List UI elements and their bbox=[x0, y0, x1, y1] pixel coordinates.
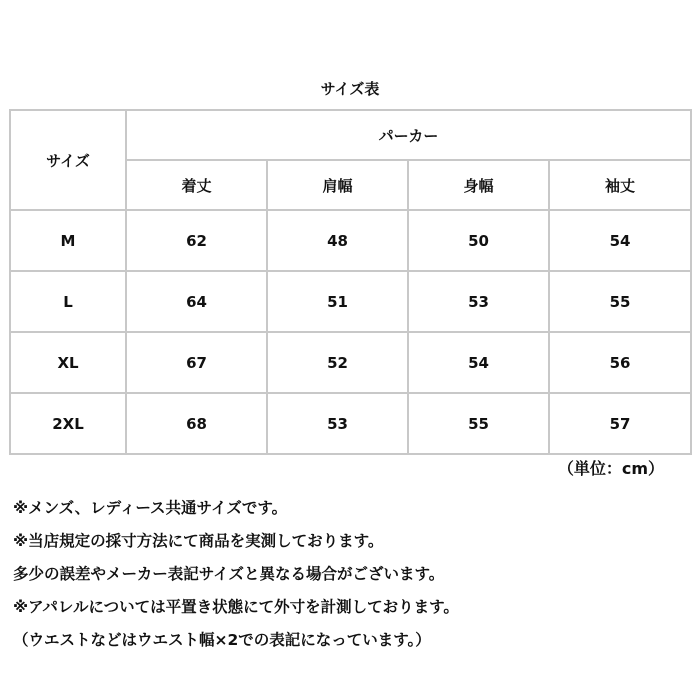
table-cell: 54 bbox=[549, 210, 691, 271]
size-label: L bbox=[10, 271, 126, 332]
table-row bbox=[10, 210, 691, 271]
table-cell: 68 bbox=[126, 393, 267, 454]
note-line: ※当店規定の採寸方法にて商品を実測しております。 bbox=[13, 532, 384, 550]
size-chart-title: サイズ表 bbox=[320, 80, 380, 98]
table-cell: 57 bbox=[549, 393, 691, 454]
size-column-header: サイズ bbox=[10, 110, 126, 210]
size-label: XL bbox=[10, 332, 126, 393]
table-cell: 54 bbox=[408, 332, 549, 393]
table-cell: 52 bbox=[267, 332, 408, 393]
column-header-width: 身幅 bbox=[408, 160, 549, 210]
table-row bbox=[10, 393, 691, 454]
size-label: M bbox=[10, 210, 126, 271]
note-line: ※アパレルについては平置き状態にて外寸を計測しております。 bbox=[13, 598, 459, 616]
table-cell: 53 bbox=[267, 393, 408, 454]
table-cell: 62 bbox=[126, 210, 267, 271]
table-cell: 51 bbox=[267, 271, 408, 332]
table-cell: 64 bbox=[126, 271, 267, 332]
note-line: 多少の誤差やメーカー表記サイズと異なる場合がございます。 bbox=[13, 565, 445, 583]
table-row bbox=[10, 332, 691, 393]
column-header-length: 着丈 bbox=[126, 160, 267, 210]
table-cell: 56 bbox=[549, 332, 691, 393]
hoodie-group-header: パーカー bbox=[126, 110, 691, 160]
table-row bbox=[10, 271, 691, 332]
note-line: ※メンズ、レディース共通サイズです。 bbox=[13, 499, 288, 517]
note-line: （ウエストなどはウエスト幅×2での表記になっています。） bbox=[13, 631, 431, 649]
table-cell: 48 bbox=[267, 210, 408, 271]
table-cell: 50 bbox=[408, 210, 549, 271]
table-cell: 55 bbox=[549, 271, 691, 332]
column-header-shoulder: 肩幅 bbox=[267, 160, 408, 210]
notes-list bbox=[13, 492, 693, 657]
size-label: 2XL bbox=[10, 393, 126, 454]
table-cell: 67 bbox=[126, 332, 267, 393]
size-table bbox=[9, 109, 692, 455]
table-cell: 55 bbox=[408, 393, 549, 454]
column-header-sleeve: 袖丈 bbox=[549, 160, 691, 210]
table-cell: 53 bbox=[408, 271, 549, 332]
table-header-row bbox=[10, 110, 691, 160]
unit-label: （単位：cm） bbox=[557, 459, 664, 478]
